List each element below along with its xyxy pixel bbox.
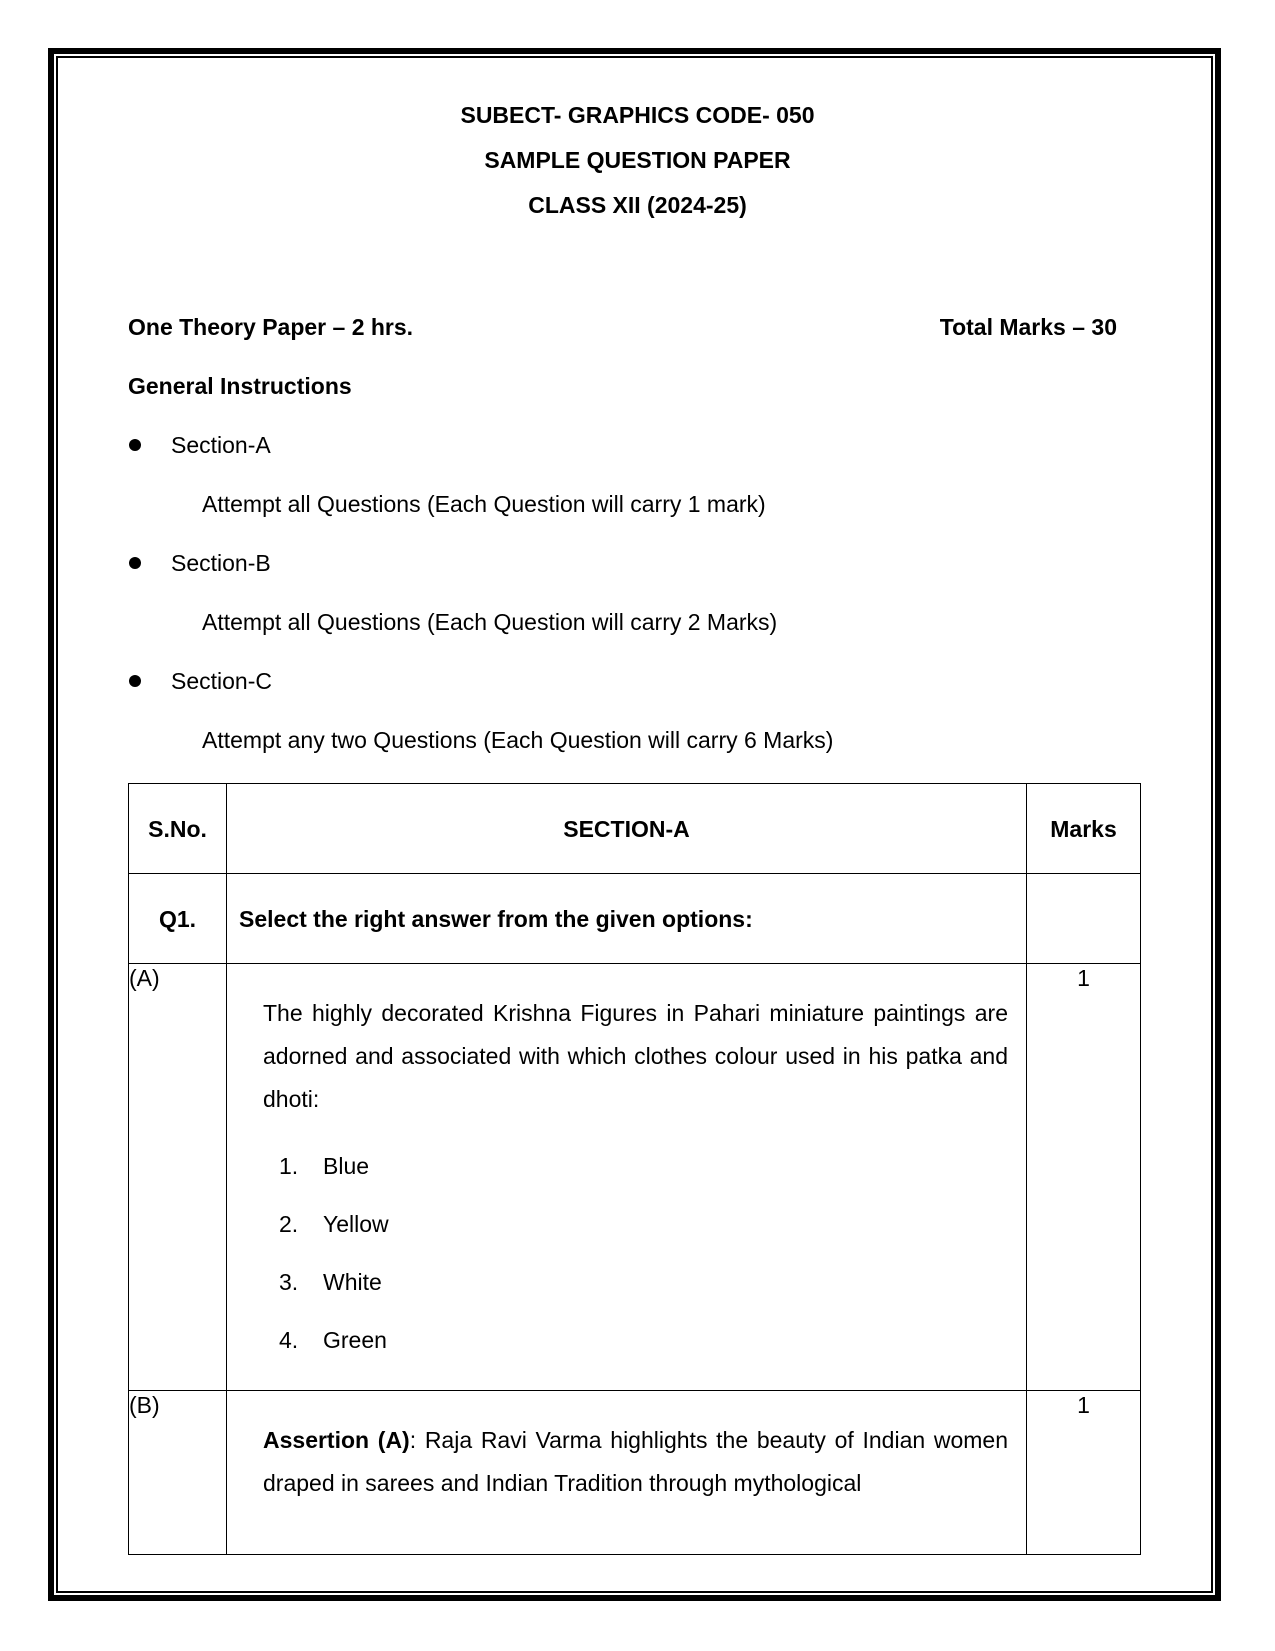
bullet-icon	[129, 439, 141, 451]
table-row	[129, 964, 1141, 1391]
instruction-section-a: Section-A	[171, 432, 271, 458]
instructions-title: General Instructions	[128, 373, 352, 399]
class-title: CLASS XII (2024-25)	[528, 192, 747, 218]
qa-options	[227, 1137, 1026, 1369]
qa-content	[227, 964, 1027, 1391]
bullet-icon	[129, 675, 141, 687]
subject-title: SUBECT- GRAPHICS CODE- 050	[460, 102, 815, 128]
total-marks: Total Marks – 30	[939, 314, 1117, 340]
qb-text: Assertion (A): Raja Ravi Varma highlights the beauty of Indian women draped in sarees and Indian Tradition through mythological	[263, 1427, 1008, 1496]
q1-text: Select the right answer from the given options:	[227, 874, 1027, 964]
qa-text: The highly decorated Krishna Figures in Pahari miniature paintings are adorned and associated with which clothes colour used in his patka and dhoti:	[263, 1000, 1008, 1112]
paper-title: SAMPLE QUESTION PAPER	[484, 147, 791, 173]
list-item: 1. Blue	[279, 1153, 370, 1179]
list-item: 2. Yellow	[279, 1211, 389, 1237]
table-row	[129, 874, 1141, 964]
question-table	[128, 783, 1141, 1555]
instruction-section-a-detail: Attempt all Questions (Each Question will carry 1 mark)	[202, 491, 766, 517]
table-row	[129, 1391, 1141, 1555]
list-item: 4. Green	[279, 1327, 387, 1353]
header-section: SECTION-A	[227, 784, 1027, 874]
q1-marks	[1027, 874, 1141, 964]
instruction-section-c-detail: Attempt any two Questions (Each Question will carry 6 Marks)	[202, 727, 834, 753]
qa-marks: 1	[1027, 964, 1141, 1391]
qb-marks: 1	[1027, 1391, 1141, 1555]
header-marks: Marks	[1027, 784, 1141, 874]
qb-sno: (B)	[129, 1391, 227, 1555]
q1-sno: Q1.	[129, 874, 227, 964]
instruction-section-b-detail: Attempt all Questions (Each Question will carry 2 Marks)	[202, 609, 778, 635]
table-header-row	[129, 784, 1141, 874]
paper-duration: One Theory Paper – 2 hrs.	[128, 314, 414, 340]
header-sno: S.No.	[129, 784, 227, 874]
instruction-section-b: Section-B	[171, 550, 271, 576]
qb-content	[227, 1391, 1027, 1555]
qa-sno: (A)	[129, 964, 227, 1391]
list-item: 3. White	[279, 1269, 382, 1295]
instruction-section-c: Section-C	[171, 668, 272, 694]
bullet-icon	[129, 557, 141, 569]
